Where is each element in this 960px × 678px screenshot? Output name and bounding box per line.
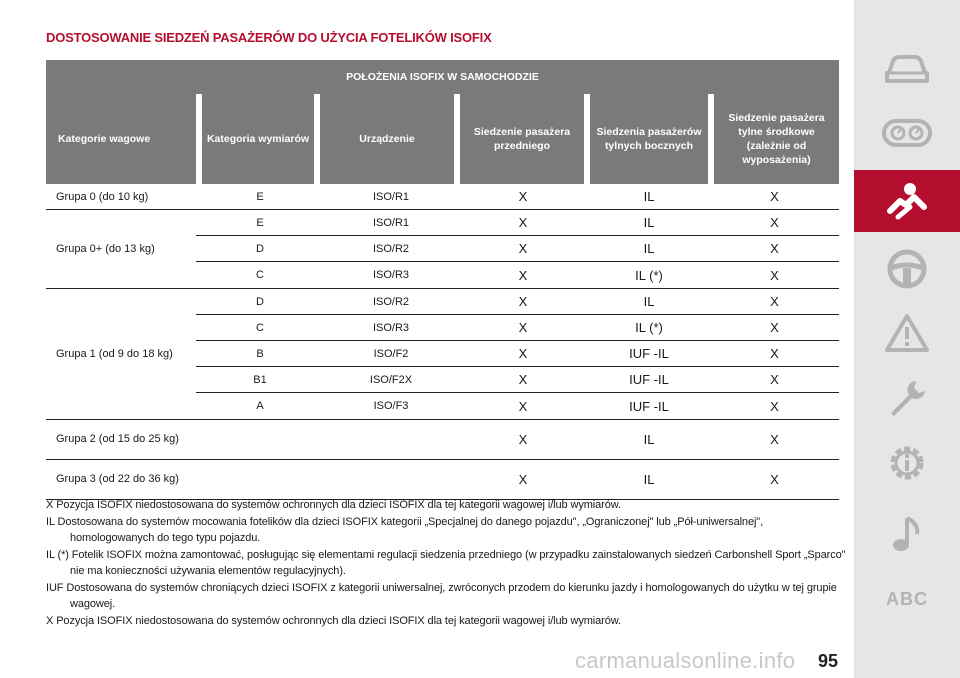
header-weight-category: Kategorie wagowe (46, 94, 196, 184)
note-x: X Pozycja ISOFIX niedostosowana do systemów ochronnych dla dzieci ISOFIX dla tej kategorii wagowej i/lub wymiarów. (46, 499, 621, 511)
group-label: Grupa 1 (od 9 do 18 kg) (56, 348, 173, 360)
info-gear-icon[interactable] (854, 432, 960, 494)
safety-icon[interactable] (854, 170, 960, 232)
note-il-star: IL (*) Fotelik ISOFIX można zamontować, posługując się elementami regulacji siedzenia przedniego (w przypadku zainstalowanych siedzeń Carbonshell Sport „Sparco" nie ma konieczności używania elementów regulacyjnych). (46, 548, 846, 577)
table-row: A ISO/F3 X IUF -IL X (256, 398, 779, 414)
dashboard-icon[interactable] (854, 102, 960, 164)
table-row: D ISO/R2 X IL X (196, 236, 839, 262)
legend-notes (46, 497, 846, 629)
steering-wheel-icon[interactable] (854, 238, 960, 300)
header-front-seat: Siedzenie pasażera przedniego (460, 94, 584, 184)
table-row: Grupa 2 (od 15 do 25 kg) X IL X (46, 420, 839, 460)
header-device: Urządzenie (320, 94, 454, 184)
isofix-table (46, 60, 839, 500)
table-row: E ISO/R1 X IL X (196, 210, 839, 236)
table-row: C ISO/R3 X IL (*) X (196, 315, 839, 341)
note-iuf: IUF Dostosowana do systemów chroniących dzieci ISOFIX z kategorii uniwersalnej, zwróconych przodem do kierunku jazdy i homologowanych do użytku w tej grupie wagowej. (46, 581, 837, 610)
music-icon[interactable] (854, 504, 960, 566)
note-il: IL Dostosowana do systemów mocowania fotelików dla dzieci ISOFIX kategorii „Specjalnej do danego pojazdu", „Ograniczonej" lub „Pół-uniwersalnej", homologowanych do tego typu pojazdu. (46, 515, 764, 544)
table-row: D ISO/R2 X IL X (196, 289, 839, 315)
page-number: 95 (818, 651, 839, 671)
table-row: Grupa 0 (do 10 kg) E ISO/R1 X IL X (46, 184, 839, 210)
table-header-row (46, 94, 839, 184)
table-row: B ISO/F2 X IUF -IL X (196, 341, 839, 367)
note-x-repeat: X Pozycja ISOFIX niedostosowana do systemów ochronnych dla dzieci ISOFIX dla tej kategorii wagowej i/lub wymiarów. (46, 614, 621, 627)
header-size-category: Kategoria wymiarów (202, 94, 314, 184)
page-title: DOSTOSOWANIE SIEDZEŃ PASAŻERÓW DO UŻYCIA FOTELIKÓW ISOFIX (46, 30, 492, 45)
abc-index-button[interactable]: ABC (886, 588, 928, 609)
table-super-header: POŁOŻENIA ISOFIX W SAMOCHODZIE (46, 60, 839, 94)
header-rear-side-seats: Siedzenia pasażerów tylnych bocznych (590, 94, 708, 184)
chapter-sidebar (854, 0, 960, 678)
car-icon[interactable] (854, 38, 960, 100)
table-row: Grupa 3 (od 22 do 36 kg) X IL X (46, 460, 839, 500)
header-rear-center-seat: Siedzenie pasażera tylne środkowe (zależnie od wyposażenia) (714, 94, 839, 184)
watermark: carmanualsonline.info (575, 648, 796, 673)
wrench-icon[interactable] (854, 368, 960, 430)
warning-icon[interactable] (854, 302, 960, 364)
table-row: B1 ISO/F2X X IUF -IL X (196, 367, 839, 393)
table-group (46, 289, 839, 420)
table-group (46, 210, 839, 289)
group-label: Grupa 0+ (do 13 kg) (56, 243, 155, 255)
table-row: C ISO/R3 X IL (*) X (256, 267, 779, 283)
